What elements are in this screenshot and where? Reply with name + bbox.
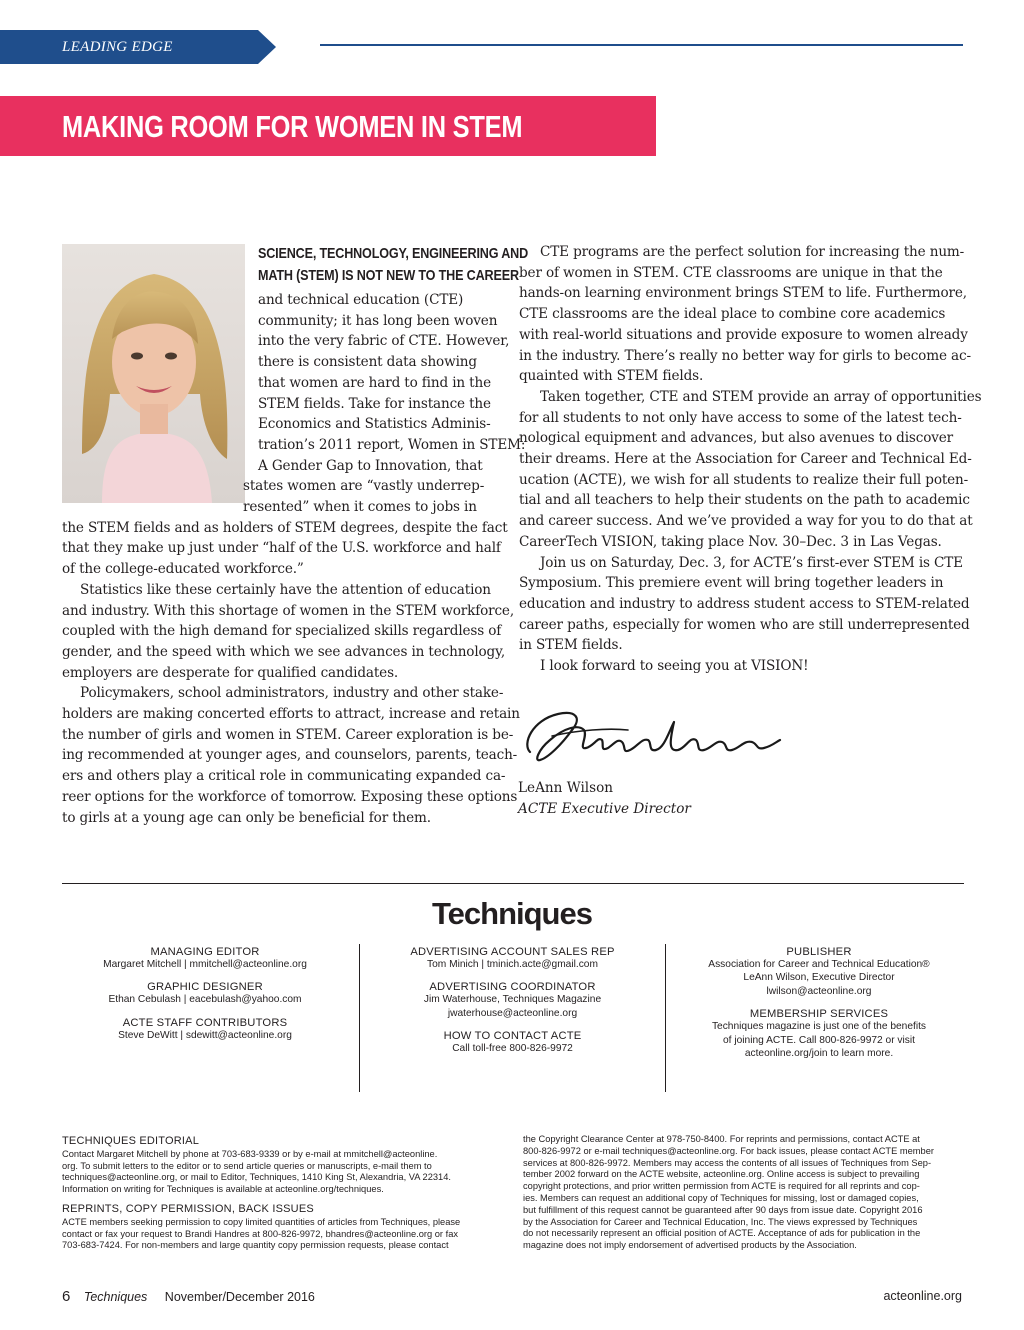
right-column-line: in STEM fields.: [519, 637, 623, 654]
article-title: MAKING ROOM FOR WOMEN IN STEM: [62, 109, 523, 144]
masthead-heading: ADVERTISING COORDINATOR: [429, 981, 596, 994]
right-column-line: in the industry. There’s really no better way for girls to become ac-: [519, 347, 971, 364]
right-column-line: Taken together, CTE and STEM provide an array of opportunities: [540, 388, 982, 405]
right-column-line: hands-on learning environment brings STEM to life. Furthermore,: [519, 285, 967, 302]
author-title: ACTE Executive Director: [518, 801, 691, 817]
right-column-line: with real-world situations and provide exposure to women already: [519, 326, 968, 343]
editorial-heading: TECHNIQUES EDITORIAL: [62, 1135, 200, 1147]
fine-print-line: 800-826-9972 or e-mail techniques@acteonline.org. For back issues, please contact ACTE member: [523, 1145, 934, 1156]
masthead-text: Jim Waterhouse, Techniques Magazine: [423, 994, 602, 1006]
left-column-line: into the very fabric of CTE. However,: [258, 333, 510, 350]
left-column-line: STEM fields. Take for instance the: [258, 395, 491, 412]
masthead-divider-2: [665, 944, 666, 1092]
editorial-line: techniques@acteonline.org, or mail to Editor, Techniques, 1410 King St, Alexandria, VA 22314.: [62, 1172, 451, 1183]
right-column-line: nological equipment and advances, but also avenues to discover: [519, 430, 954, 447]
author-photo: [62, 244, 245, 503]
left-column-line: and industry. With this shortage of women in the STEM workforce,: [62, 602, 514, 619]
left-column-line: Economics and Statistics Adminis-: [258, 416, 491, 433]
left-column-line: that they make up just under “half of the U.S. workforce and half: [62, 540, 501, 557]
footer-website[interactable]: acteonline.org: [883, 1289, 962, 1303]
masthead-heading: ADVERTISING ACCOUNT SALES REP: [410, 946, 615, 958]
masthead-divider-1: [359, 944, 360, 1092]
masthead-heading: MANAGING EDITOR: [150, 946, 260, 958]
left-column-line: holders are making concerted efforts to attract, increase and retain: [62, 706, 520, 722]
left-column-line: and technical education (CTE): [258, 292, 464, 308]
masthead-heading: PUBLISHER: [786, 946, 852, 958]
left-column-line: employers are desperate for qualified candidates.: [62, 664, 399, 681]
left-column-line: gender, and the speed with which we see advances in technology,: [62, 643, 506, 660]
left-column-line: tration’s 2011 report, Women in STEM:: [258, 436, 526, 453]
fine-print-line: services at 800-826-9972. Members may access the contents of all issues of Techniques from Sep-: [523, 1157, 932, 1168]
left-column-line: Statistics like these certainly have the attention of education: [80, 581, 491, 598]
fine-print-line: ies. Members can request an additional copy of Techniques for missing, lost or damaged copies,: [523, 1192, 919, 1203]
left-column-line: that women are hard to find in the: [258, 374, 491, 391]
left-column-line: the STEM fields and as holders of STEM degrees, despite the fact: [62, 519, 508, 536]
footer-magazine: Techniques: [83, 1290, 148, 1304]
reprints-line: 703-683-7424. For non-members and large quantity copy permission requests, please contact: [62, 1240, 449, 1251]
right-column-line: education and industry to address student access to STEM-related: [519, 595, 970, 612]
header-rule: [320, 44, 963, 46]
right-column-line: ber of women in STEM. CTE classrooms are unique in that the: [519, 264, 943, 281]
fine-print-line: by the Association for Career and Technical Education, Inc. The views expressed by Techniques: [523, 1216, 918, 1227]
right-column-line: tial and all teachers to help their students on the path to academic: [519, 492, 970, 509]
masthead-text: Margaret Mitchell | mmitchell@acteonline.org: [103, 959, 307, 970]
right-column-line: for all students to not only have access to some of the latest tech-: [519, 409, 962, 426]
masthead-text: Association for Career and Technical Education®: [708, 959, 930, 970]
right-column-line: CTE classrooms are the ideal place to combine core academics: [519, 306, 946, 323]
masthead-text: Tom Minich | tminich.acte@gmail.com: [427, 959, 598, 970]
left-column-line: the number of girls and women in STEM. Career exploration is be-: [62, 726, 514, 743]
left-column-line: to girls at a young age can only be beneficial for them.: [62, 809, 431, 826]
right-column-line: career paths, especially for women who are still underrepresented: [519, 616, 970, 633]
editorial-text: [62, 1149, 502, 1196]
left-column-line: community; it has long been woven: [258, 312, 498, 329]
masthead-text: Ethan Cebulash | eacebulash@yahoo.com: [108, 994, 302, 1006]
reprints-heading: REPRINTS, COPY PERMISSION, BACK ISSUES: [62, 1202, 314, 1215]
left-column-line: of the college-educated workforce.”: [62, 561, 304, 578]
masthead-heading: ACTE STAFF CONTRIBUTORS: [122, 1016, 288, 1029]
masthead-text: lwilson@acteonline.org: [766, 985, 872, 997]
author-name: LeAnn Wilson: [518, 780, 614, 796]
editorial-line: Information on writing for Techniques is available at acteonline.org/techniques.: [62, 1184, 384, 1195]
author-photo-image: [62, 244, 245, 503]
right-column-line: Join us on Saturday, Dec. 3, for ACTE’s first-ever STEM is CTE: [540, 554, 963, 571]
left-column-line: A Gender Gap to Innovation, that: [258, 457, 483, 474]
masthead-col-1: [62, 946, 348, 1042]
masthead-text: acteonline.org/join to learn more.: [744, 1048, 894, 1060]
left-column-line: resented” when it comes to jobs in: [243, 499, 477, 515]
left-column-line: reer options for the workforce of tomorrow. Exposing these options: [62, 788, 518, 805]
masthead-text: of joining ACTE. Call 800-826-9972 or visit: [723, 1034, 915, 1046]
footer-left: [62, 1288, 315, 1305]
section-label: LEADING EDGE: [62, 39, 173, 55]
masthead-rule: [62, 883, 964, 884]
reprints-line: ACTE members seeking permission to copy limited quantities of articles from Techniques, please: [62, 1216, 461, 1227]
page-number: 6: [62, 1288, 71, 1305]
footer-issue: November/December 2016: [164, 1290, 315, 1304]
right-column-line: CareerTech VISION, taking place Nov. 30–Dec. 3 in Las Vegas.: [519, 533, 942, 550]
fine-print-line: magazine does not imply endorsement of advertised products by the Association.: [523, 1240, 857, 1251]
techniques-logo: Techniques: [432, 896, 592, 931]
fine-print-right: [523, 1134, 965, 1252]
right-column-line: and career success. And we’ve provided a way for you to do that at: [519, 513, 973, 530]
lead-line-1: SCIENCE, TECHNOLOGY, ENGINEERING AND: [258, 245, 529, 262]
masthead-text: jwaterhouse@acteonline.org: [447, 1007, 578, 1019]
masthead-text: Techniques magazine is just one of the benefits: [711, 1021, 927, 1033]
masthead-text: LeAnn Wilson, Executive Director: [743, 972, 895, 984]
right-column-line: Symposium. This premiere event will bring together leaders in: [519, 575, 944, 592]
left-column-line: ers and others play a critical role in communicating expanded ca-: [62, 768, 506, 785]
editorial-line: org. To submit letters to the editor or to send article queries or manuscripts, e-mail them to: [62, 1160, 432, 1171]
masthead-heading: MEMBERSHIP SERVICES: [749, 1008, 889, 1021]
fine-print-line: but fulfillment of this request cannot be guaranteed after 90 days from issue date. Copyright 2016: [523, 1204, 923, 1215]
masthead-heading: GRAPHIC DESIGNER: [147, 981, 263, 994]
masthead-col-2: [370, 946, 655, 1056]
right-column-line: their dreams. Here at the Association for Career and Technical Ed-: [519, 451, 972, 467]
editorial-line: Contact Margaret Mitchell by phone at 703-683-9339 or by e-mail at mmitchell@acteonline.: [62, 1148, 438, 1159]
right-column-line: quainted with STEM fields.: [519, 368, 704, 385]
fine-print-line: tember 2002 forward on the ACTE website, acteonline.org. Online access is subject to prevailing: [523, 1169, 920, 1180]
fine-print-line: do not necessarily represent an official position of ACTE. Acceptance of ads for publication in the: [523, 1228, 921, 1239]
masthead-text: Steve DeWitt | sdewitt@acteonline.org: [118, 1029, 292, 1041]
masthead-text: Call toll-free 800-826-9972: [452, 1043, 573, 1055]
masthead-col-3: [676, 946, 962, 1060]
right-column-line: ucation (ACTE), we wish for all students to realize their full poten-: [519, 471, 969, 488]
fine-print-line: the Copyright Clearance Center at 978-750-8400. For reprints and permissions, contact ACTE at: [523, 1134, 920, 1144]
left-column-line: ing recommended at younger ages, and counselors, parents, teach-: [62, 747, 518, 764]
reprints-line: contact or fax your request to Brandi Handres at 800-826-9972, bhandres@acteonline.org or fax: [62, 1228, 459, 1239]
reprints-text: [62, 1217, 502, 1252]
right-column-line: I look forward to seeing you at VISION!: [540, 658, 809, 674]
lead-line-2: MATH (STEM) IS NOT NEW TO THE CAREER: [258, 267, 519, 284]
right-column-line: CTE programs are the perfect solution for increasing the num-: [540, 244, 965, 260]
signature-image: [518, 700, 788, 770]
left-column-line: coupled with the high demand for specialized skills regardless of: [62, 623, 502, 640]
left-column-line: there is consistent data showing: [258, 354, 477, 371]
masthead-heading: HOW TO CONTACT ACTE: [443, 1030, 582, 1043]
left-column-line: states women are “vastly underrep-: [243, 478, 485, 495]
fine-print-line: copyright protections, and prior written permission from ACTE is required for all reprints and cop-: [523, 1181, 920, 1192]
fine-print-left: [62, 1136, 502, 1252]
left-column-line: Policymakers, school administrators, industry and other stake-: [80, 685, 504, 702]
